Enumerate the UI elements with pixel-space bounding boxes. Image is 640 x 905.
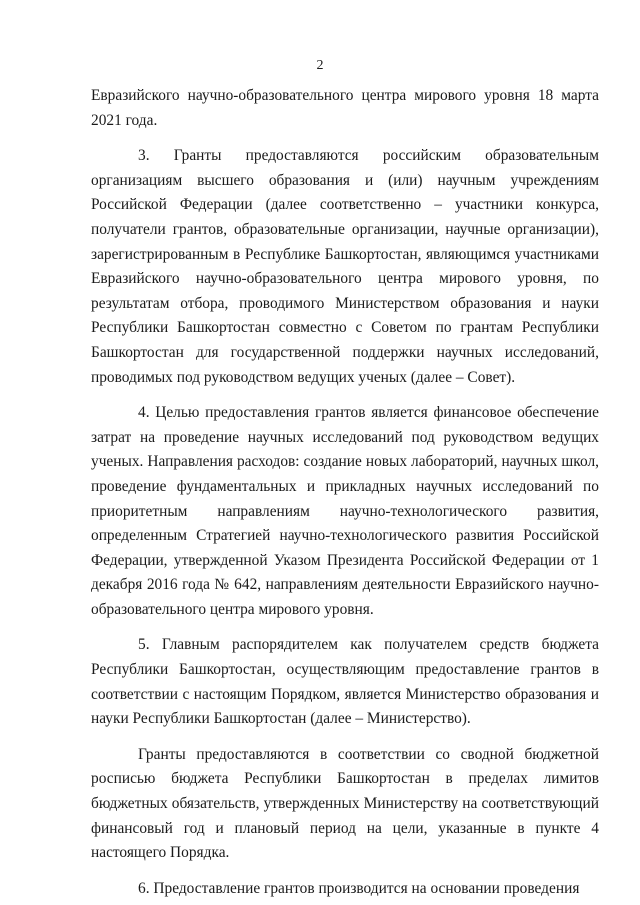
paragraph-6: 6. Предоставление грантов производится на основании проведения <box>138 879 580 897</box>
paragraph-grants: Гранты предоставляются в соответствии со сводной бюджетной росписью бюджета Республики Башкортостан в пределах лимитов бюджетных обязательств, утвержденных Министерству на соответствующий финансовый год и плановый период на цели, указанные в пункте 4 настоящего Порядка. <box>91 745 599 862</box>
document-body <box>91 84 599 902</box>
paragraph-4: 4. Целью предоставления грантов является финансовое обеспечение затрат на проведение научных исследований под руководством ведущих ученых. Направления расходов: создание новых лабораторий, научных школ, проведение фундаментальных и прикладных научных исследований по приоритетным направлениям научно-технологического развития, определенным Стратегией научно-технологического развития Российской Федерации, утвержденной Указом Президента Российской Федерации от 1 декабря 2016 года № 642, направлениям деятельности Евразийского научно-образовательного центра мирового уровня. <box>91 404 599 618</box>
paragraph-5: 5. Главным распорядителем как получателем средств бюджета Республики Башкортостан, осуществляющим предоставление грантов в соответствии с настоящим Порядком, является Министерство образования и науки Республики Башкортостан (далее – Министерство). <box>91 636 599 728</box>
paragraph-continuation: Евразийского научно-образовательного центра мирового уровня 18 марта 2021 года. <box>91 87 599 129</box>
page-number: 2 <box>316 58 324 73</box>
paragraph-3: 3. Гранты предоставляются российским образовательным организациям высшего образования и (или) научным учреждениям Российской Федерации (далее соответственно – участники конкурса, получатели грантов, образовательные организации, научные организации), зарегистрированным в Республике Башкортостан, являющимся участниками Евразийского научно-образовательного центра мирового уровня, по результатам отбора, проводимого Министерством образования и науки Республики Башкортостан совместно с Советом по грантам Республики Башкортостан для государственной поддержки научных исследований, проводимых под руководством ведущих ученых (далее – Совет). <box>91 147 599 386</box>
